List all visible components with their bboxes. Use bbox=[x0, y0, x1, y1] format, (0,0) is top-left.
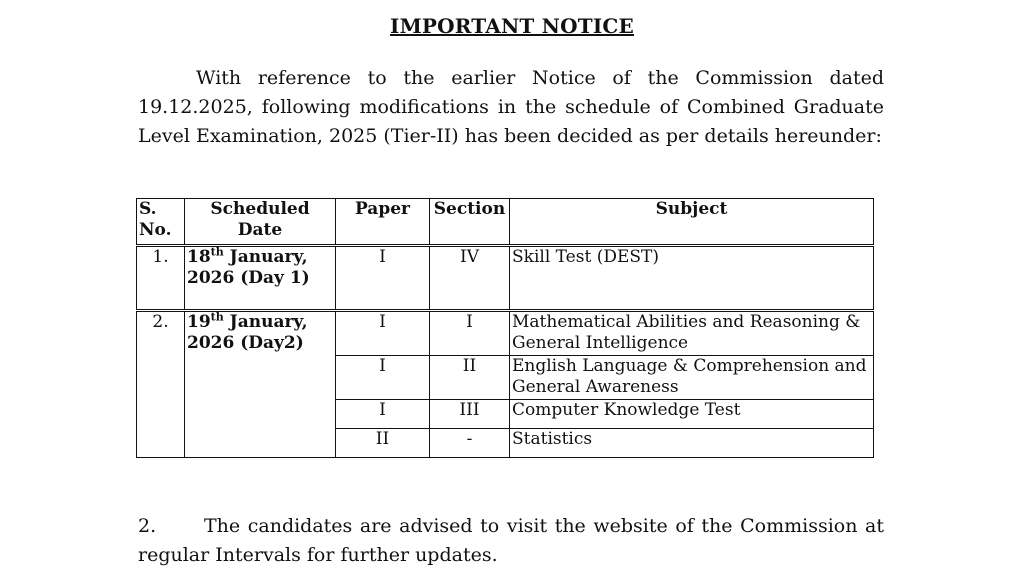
notice-title: IMPORTANT NOTICE bbox=[390, 14, 634, 38]
header-sno: S. No. bbox=[137, 199, 185, 246]
intro-paragraph: With reference to the earlier Notice of the Commission dated 19.12.2025, following modifications in the schedule of Combined Graduate Level Examination, 2025 (Tier-II) has been decided as per details hereunder: bbox=[138, 67, 884, 147]
advisory-paragraph bbox=[138, 512, 884, 570]
header-paper: Paper bbox=[336, 199, 430, 246]
table-row bbox=[137, 246, 874, 311]
row-paper: II bbox=[336, 429, 430, 458]
paragraph-number: 2. bbox=[138, 515, 157, 537]
row-sno: 2. bbox=[137, 311, 185, 458]
row-subject: Mathematical Abilities and Reasoning & General Intelligence bbox=[510, 311, 874, 356]
table-header-row bbox=[137, 199, 874, 246]
row-subject: English Language & Comprehension and General Awareness bbox=[510, 356, 874, 400]
row-subject: Statistics bbox=[510, 429, 874, 458]
row-paper: I bbox=[336, 246, 430, 311]
row-paper: I bbox=[336, 400, 430, 429]
row-subject: Skill Test (DEST) bbox=[510, 246, 874, 311]
date-rest: January, 2026 (Day2) bbox=[187, 312, 308, 353]
date-suffix: th bbox=[210, 310, 224, 324]
row-date bbox=[185, 311, 336, 458]
row-section: II bbox=[430, 356, 510, 400]
advisory-text: The candidates are advised to visit the website of the Commission at regular Intervals for further updates. bbox=[138, 515, 884, 566]
date-suffix: th bbox=[210, 245, 224, 259]
row-paper: I bbox=[336, 356, 430, 400]
header-subject: Subject bbox=[510, 199, 874, 246]
row-section: - bbox=[430, 429, 510, 458]
date-day: 18 bbox=[187, 247, 211, 267]
row-paper: I bbox=[336, 311, 430, 356]
row-section: IV bbox=[430, 246, 510, 311]
row-date bbox=[185, 246, 336, 311]
header-scheduled-date: Scheduled Date bbox=[185, 199, 336, 246]
schedule-table bbox=[136, 198, 874, 458]
row-subject: Computer Knowledge Test bbox=[510, 400, 874, 429]
row-sno: 1. bbox=[137, 246, 185, 311]
row-section: I bbox=[430, 311, 510, 356]
table-row bbox=[137, 311, 874, 356]
header-section: Section bbox=[430, 199, 510, 246]
row-section: III bbox=[430, 400, 510, 429]
date-rest: January, 2026 (Day 1) bbox=[187, 247, 310, 288]
date-day: 19 bbox=[187, 312, 211, 332]
